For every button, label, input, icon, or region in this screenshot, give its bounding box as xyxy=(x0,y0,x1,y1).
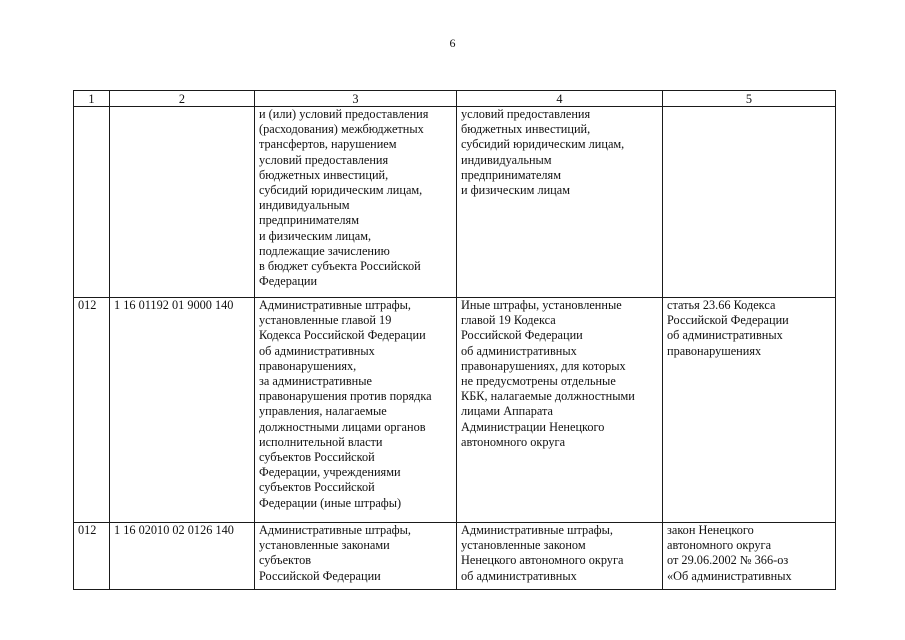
cell-text-line: субъектов Российской xyxy=(259,480,375,495)
table-header-row xyxy=(74,91,836,107)
cell-text-line: Кодекса Российской Федерации xyxy=(259,328,426,343)
budget-classification-table xyxy=(73,90,836,590)
income-name-cell xyxy=(255,107,457,298)
cell-text-line: (расходования) межбюджетных xyxy=(259,122,424,137)
cell-text-line: статья 23.66 Кодекса xyxy=(667,298,776,312)
cell-text-line: установленные законом xyxy=(461,538,586,553)
cell-text-line: индивидуальным xyxy=(461,152,552,167)
cell-text-line: должностными лицами органов xyxy=(259,419,426,434)
kbk-code-cell: 1 16 01192 01 9000 140 xyxy=(110,298,255,523)
cell-text-line: бюджетных инвестиций, xyxy=(461,122,591,137)
cell-text-line: закон Ненецкого xyxy=(667,523,754,537)
cell-text-line: трансфертов, нарушением xyxy=(259,137,397,152)
cell-text-line: Административные штрафы, xyxy=(461,523,613,537)
cell-text-line: Административные штрафы, xyxy=(259,298,411,312)
admin-code-cell: 012 xyxy=(74,523,110,590)
table-row xyxy=(74,298,836,523)
cell-text-line: правонарушения против порядка xyxy=(259,389,432,404)
cell-text-line: об административных xyxy=(461,343,577,358)
cell-text-line: Иные штрафы, установленные xyxy=(461,298,622,312)
cell-text-line: установленные главой 19 xyxy=(259,313,392,328)
cell-text-line: и физическим лицам xyxy=(461,183,570,198)
legal-basis-cell xyxy=(663,523,836,590)
cell-text-line: лицами Аппарата xyxy=(461,404,553,419)
cell-text-line: субъектов xyxy=(259,553,312,568)
cell-text-line: главой 19 Кодекса xyxy=(461,313,556,328)
cell-text-line: Российской Федерации xyxy=(259,568,381,583)
income-description-cell xyxy=(457,107,663,298)
income-name-cell xyxy=(255,298,457,523)
cell-text-line: правонарушениях xyxy=(667,343,762,358)
cell-text-line: правонарушениях, для которых xyxy=(461,358,626,373)
income-description-cell xyxy=(457,298,663,523)
cell-text-line: субсидий юридическим лицам, xyxy=(461,137,625,152)
page-number: 6 xyxy=(449,36,456,50)
cell-text-line: Российской Федерации xyxy=(667,313,789,328)
cell-text-line: установленные законами xyxy=(259,538,390,553)
cell-text-line: об административных xyxy=(667,328,783,343)
cell-text-line: правонарушениях, xyxy=(259,358,357,373)
cell-text-line: условий предоставления xyxy=(461,107,591,121)
cell-text-line: предпринимателям xyxy=(259,213,359,228)
admin-code-cell: 012 xyxy=(74,298,110,523)
column-header-1: 1 xyxy=(74,91,110,107)
cell-text-line: Российской Федерации xyxy=(461,328,583,343)
cell-text-line: «Об административных xyxy=(667,568,792,583)
cell-text-line: индивидуальным xyxy=(259,198,350,213)
table-row xyxy=(74,523,836,590)
cell-text-line: подлежащие зачислению xyxy=(259,243,390,258)
cell-text-line: об административных xyxy=(259,343,375,358)
column-header-4: 4 xyxy=(457,91,663,107)
kbk-code-cell: 1 16 02010 02 0126 140 xyxy=(110,523,255,590)
column-header-2: 2 xyxy=(110,91,255,107)
cell-text-line: автономного округа xyxy=(461,434,566,449)
column-header-5: 5 xyxy=(663,91,836,107)
cell-text-line: в бюджет субъекта Российской xyxy=(259,259,421,274)
cell-text-line: исполнительной власти xyxy=(259,434,383,449)
cell-text-line: Федерации (иные штрафы) xyxy=(259,495,402,510)
cell-text-line: за административные xyxy=(259,374,372,389)
table-row xyxy=(74,107,836,298)
cell-text-line: не предусмотрены отдельные xyxy=(461,374,616,389)
cell-text-line: Административные штрафы, xyxy=(259,523,411,537)
kbk-code-cell xyxy=(110,107,255,298)
cell-text-line: Федерации, учреждениями xyxy=(259,465,401,480)
legal-basis-cell xyxy=(663,298,836,523)
cell-text-line: бюджетных инвестиций, xyxy=(259,167,389,182)
cell-text-line: об административных xyxy=(461,568,577,583)
cell-text-line: КБК, налагаемые должностными xyxy=(461,389,635,404)
cell-text-line: и физическим лицам, xyxy=(259,228,372,243)
cell-text-line: субъектов Российской xyxy=(259,450,375,465)
cell-text-line: управления, налагаемые xyxy=(259,404,387,419)
cell-text-line: Администрации Ненецкого xyxy=(461,419,605,434)
cell-text-line: от 29.06.2002 № 366-оз xyxy=(667,553,789,568)
cell-text-line: и (или) условий предоставления xyxy=(259,107,429,121)
cell-text-line: Федерации xyxy=(259,274,318,289)
admin-code-cell xyxy=(74,107,110,298)
cell-text-line: субсидий юридическим лицам, xyxy=(259,183,423,198)
legal-basis-cell xyxy=(663,107,836,298)
column-header-3: 3 xyxy=(255,91,457,107)
income-description-cell xyxy=(457,523,663,590)
income-name-cell xyxy=(255,523,457,590)
cell-text-line: условий предоставления xyxy=(259,152,389,167)
cell-text-line: предпринимателям xyxy=(461,167,561,182)
cell-text-line: автономного округа xyxy=(667,538,772,553)
cell-text-line: Ненецкого автономного округа xyxy=(461,553,624,568)
